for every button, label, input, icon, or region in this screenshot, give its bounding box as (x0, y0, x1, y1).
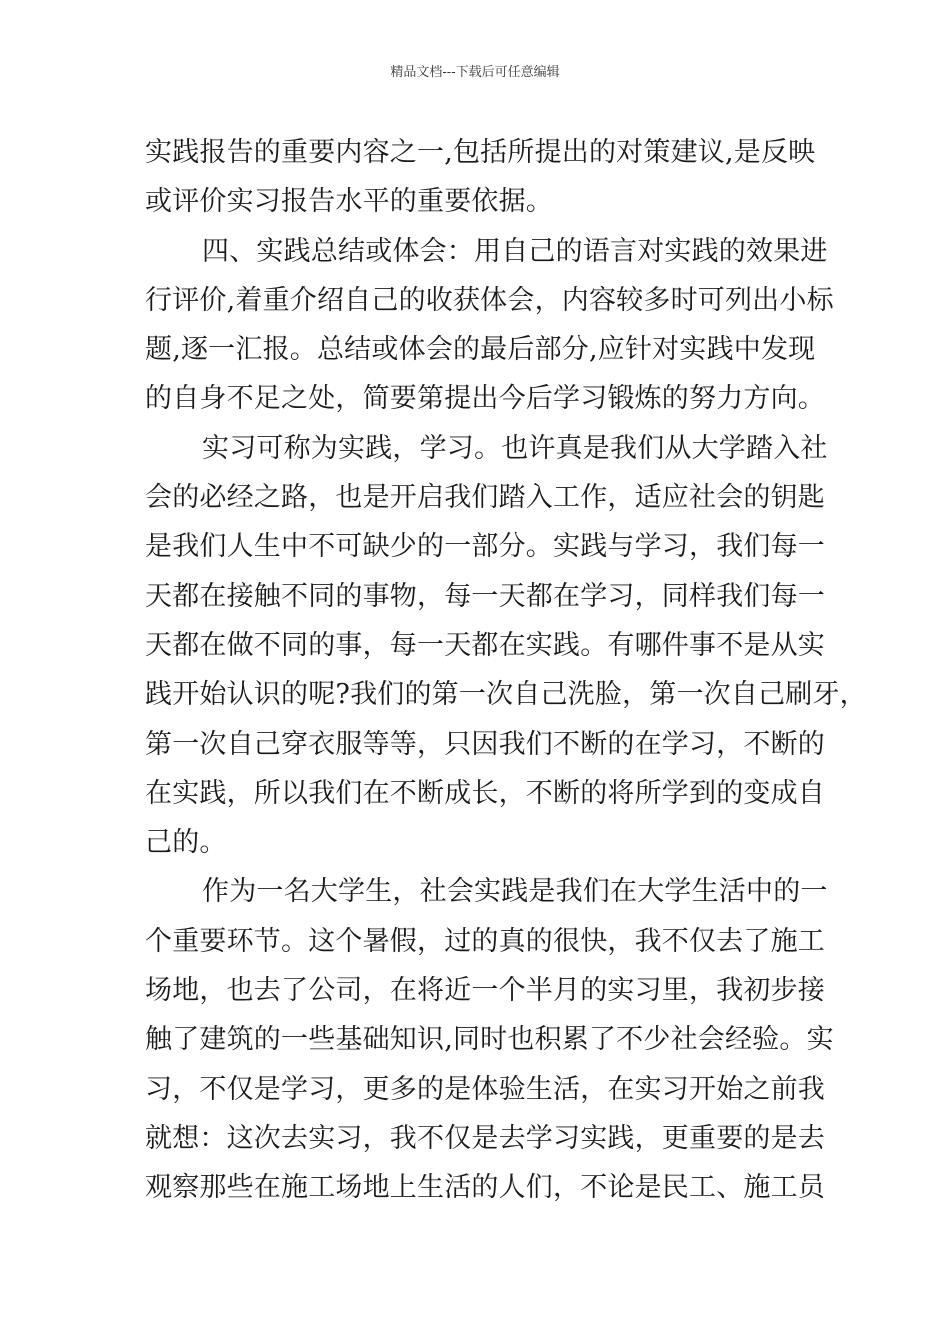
text-line: 个重要环节。这个暑假，过的真的很快，我不仅去了施工 (145, 925, 825, 957)
text-line: 场地，也去了公司，在将近一个半月的实习里，我初步接 (145, 975, 825, 1007)
text-line: 或评价实习报告水平的重要依据。 (145, 186, 553, 218)
text-line: 触了建筑的一些基础知识,同时也积累了不少社会经验。实 (145, 1024, 834, 1056)
text-line: 实践报告的重要内容之一,包括所提出的对策建议,是反映 (145, 137, 816, 168)
text-line: 天都在做不同的事，每一天都在实践。有哪件事不是从实 (145, 629, 825, 661)
text-line: 实习可称为实践，学习。也许真是我们从大学踏入社 (202, 432, 828, 464)
text-line: 践开始认识的呢?我们的第一次自己洗脸，第一次自己刷牙， (145, 679, 867, 711)
text-line: 四、实践总结或体会：用自己的语言对实践的效果进 (202, 235, 828, 267)
text-line: 天都在接触不同的事物，每一天都在学习，同样我们每一 (145, 580, 825, 612)
text-line: 作为一名大学生，社会实践是我们在大学生活中的一 (202, 876, 828, 908)
text-line: 是我们人生中不可缺少的一部分。实践与学习，我们每一 (145, 531, 825, 563)
text-line: 观察那些在施工场地上生活的人们，不论是民工、施工员 (145, 1172, 825, 1204)
page-header: 精品文档---下载后可任意编辑 (390, 65, 560, 80)
text-line: 第一次自己穿衣服等等，只因我们不断的在学习，不断的 (145, 728, 825, 760)
text-line: 习，不仅是学习，更多的是体验生活，在实习开始之前我 (145, 1073, 825, 1105)
text-line: 的自身不足之处，简要第提出今后学习锻炼的努力方向。 (145, 383, 825, 415)
text-line: 在实践，所以我们在不断成长，不断的将所学到的变成自 (145, 777, 825, 809)
text-line: 就想：这次去实习，我不仅是去学习实践，更重要的是去 (145, 1122, 825, 1154)
body-text (145, 128, 867, 1213)
text-line: 会的必经之路，也是开启我们踏入工作，适应社会的钥匙 (145, 482, 825, 514)
text-line: 行评价,着重介绍自己的收获体会，内容较多时可列出小标 (145, 284, 834, 316)
text-line: 己的。 (145, 827, 227, 859)
text-line: 题,逐一汇报。总结或体会的最后部分,应针对实践中发现 (145, 334, 816, 366)
